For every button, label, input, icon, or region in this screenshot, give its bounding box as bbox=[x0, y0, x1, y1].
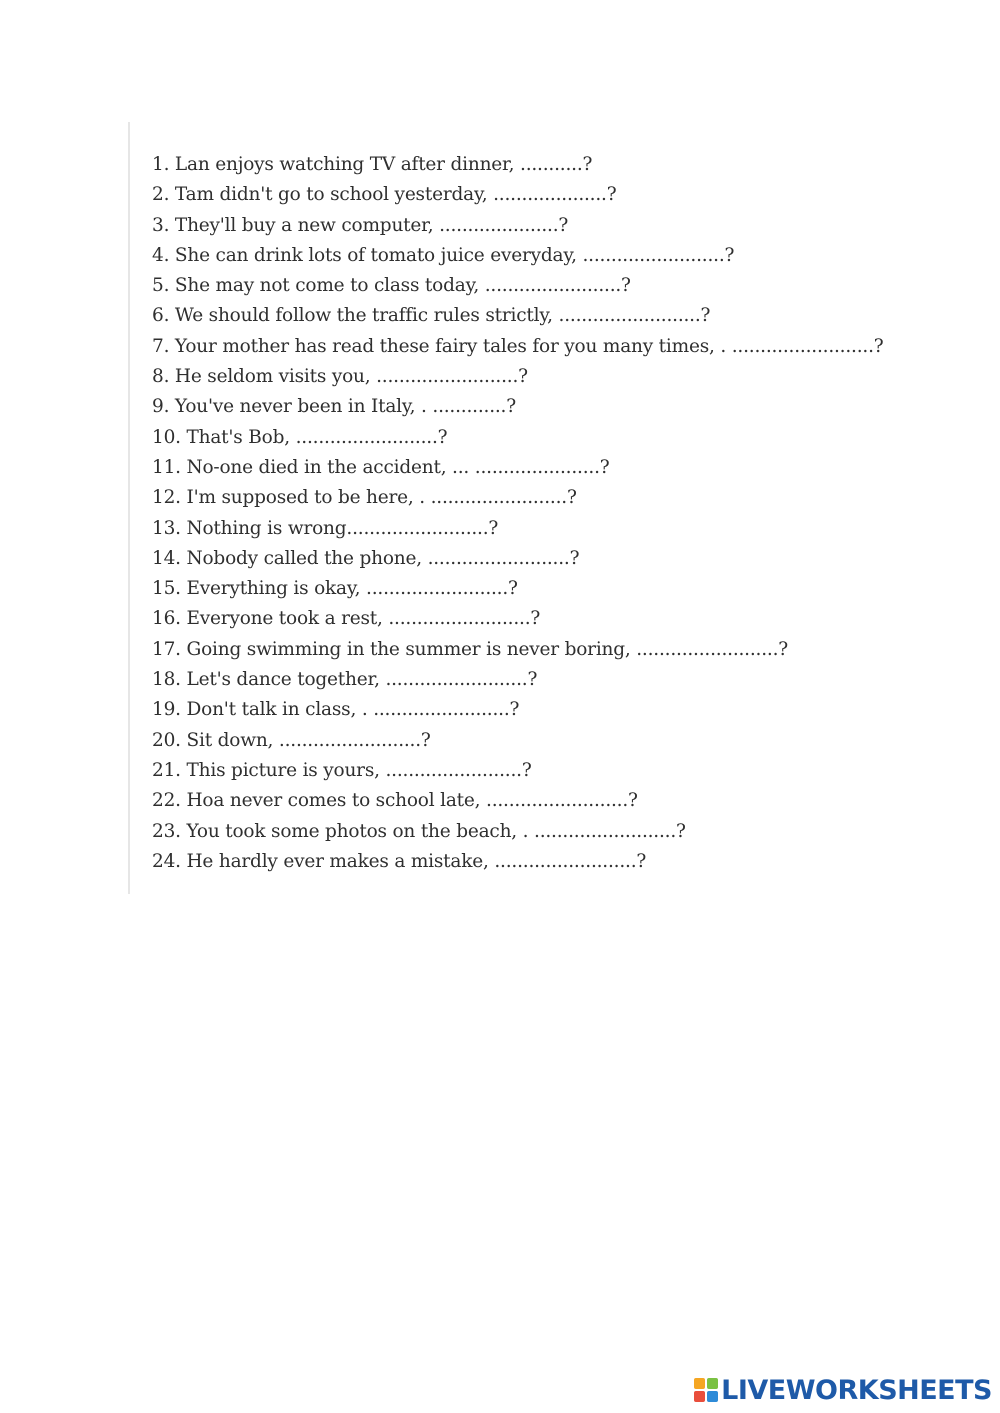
question-item: 15. Everything is okay, .........................? bbox=[152, 578, 518, 600]
question-item: 11. No-one died in the accident, ... ......................? bbox=[152, 456, 610, 478]
question-item: 16. Everyone took a rest, .........................? bbox=[152, 608, 541, 630]
question-item: 9. You've never been in Italy, . .............? bbox=[152, 396, 516, 418]
question-item: 4. She can drink lots of tomato juice everyday, .........................? bbox=[152, 244, 735, 266]
question-item: 18. Let's dance together, .........................? bbox=[152, 669, 538, 691]
question-list bbox=[152, 150, 883, 877]
question-item: 8. He seldom visits you, .........................? bbox=[152, 366, 528, 388]
question-item: 22. Hoa never comes to school late, .........................? bbox=[152, 790, 638, 812]
logo-square-2 bbox=[707, 1378, 718, 1389]
question-item: 19. Don't talk in class, . ........................? bbox=[152, 699, 520, 721]
question-item: 20. Sit down, .........................? bbox=[152, 729, 431, 751]
logo-square-3 bbox=[694, 1391, 705, 1402]
question-item: 12. I'm supposed to be here, . ........................? bbox=[152, 487, 577, 509]
question-item: 2. Tam didn't go to school yesterday, ....................? bbox=[152, 184, 617, 206]
question-item: 24. He hardly ever makes a mistake, .........................? bbox=[152, 850, 647, 872]
logo-square-4 bbox=[707, 1391, 718, 1402]
question-item: 7. Your mother has read these fairy tales for you many times, . .........................? bbox=[152, 335, 884, 357]
question-item: 13. Nothing is wrong.........................? bbox=[152, 517, 499, 539]
liveworksheets-watermark bbox=[694, 1375, 992, 1405]
question-item: 1. Lan enjoys watching TV after dinner, ...........? bbox=[152, 154, 593, 175]
question-item: 6. We should follow the traffic rules strictly, .........................? bbox=[152, 305, 711, 327]
question-item: 5. She may not come to class today, ........................? bbox=[152, 275, 631, 297]
question-item: 14. Nobody called the phone, .........................? bbox=[152, 547, 580, 569]
question-item: 23. You took some photos on the beach, . .........................? bbox=[152, 820, 686, 842]
watermark-text: LIVEWORKSHEETS bbox=[721, 1374, 992, 1406]
liveworksheets-logo-icon bbox=[694, 1378, 718, 1402]
margin-rule bbox=[128, 122, 130, 894]
logo-square-1 bbox=[694, 1378, 705, 1389]
question-item: 3. They'll buy a new computer, .....................? bbox=[152, 214, 569, 236]
question-item: 17. Going swimming in the summer is never boring, .........................? bbox=[152, 638, 788, 660]
question-item: 21. This picture is yours, ........................? bbox=[152, 759, 532, 781]
question-item: 10. That's Bob, .........................? bbox=[152, 426, 448, 448]
